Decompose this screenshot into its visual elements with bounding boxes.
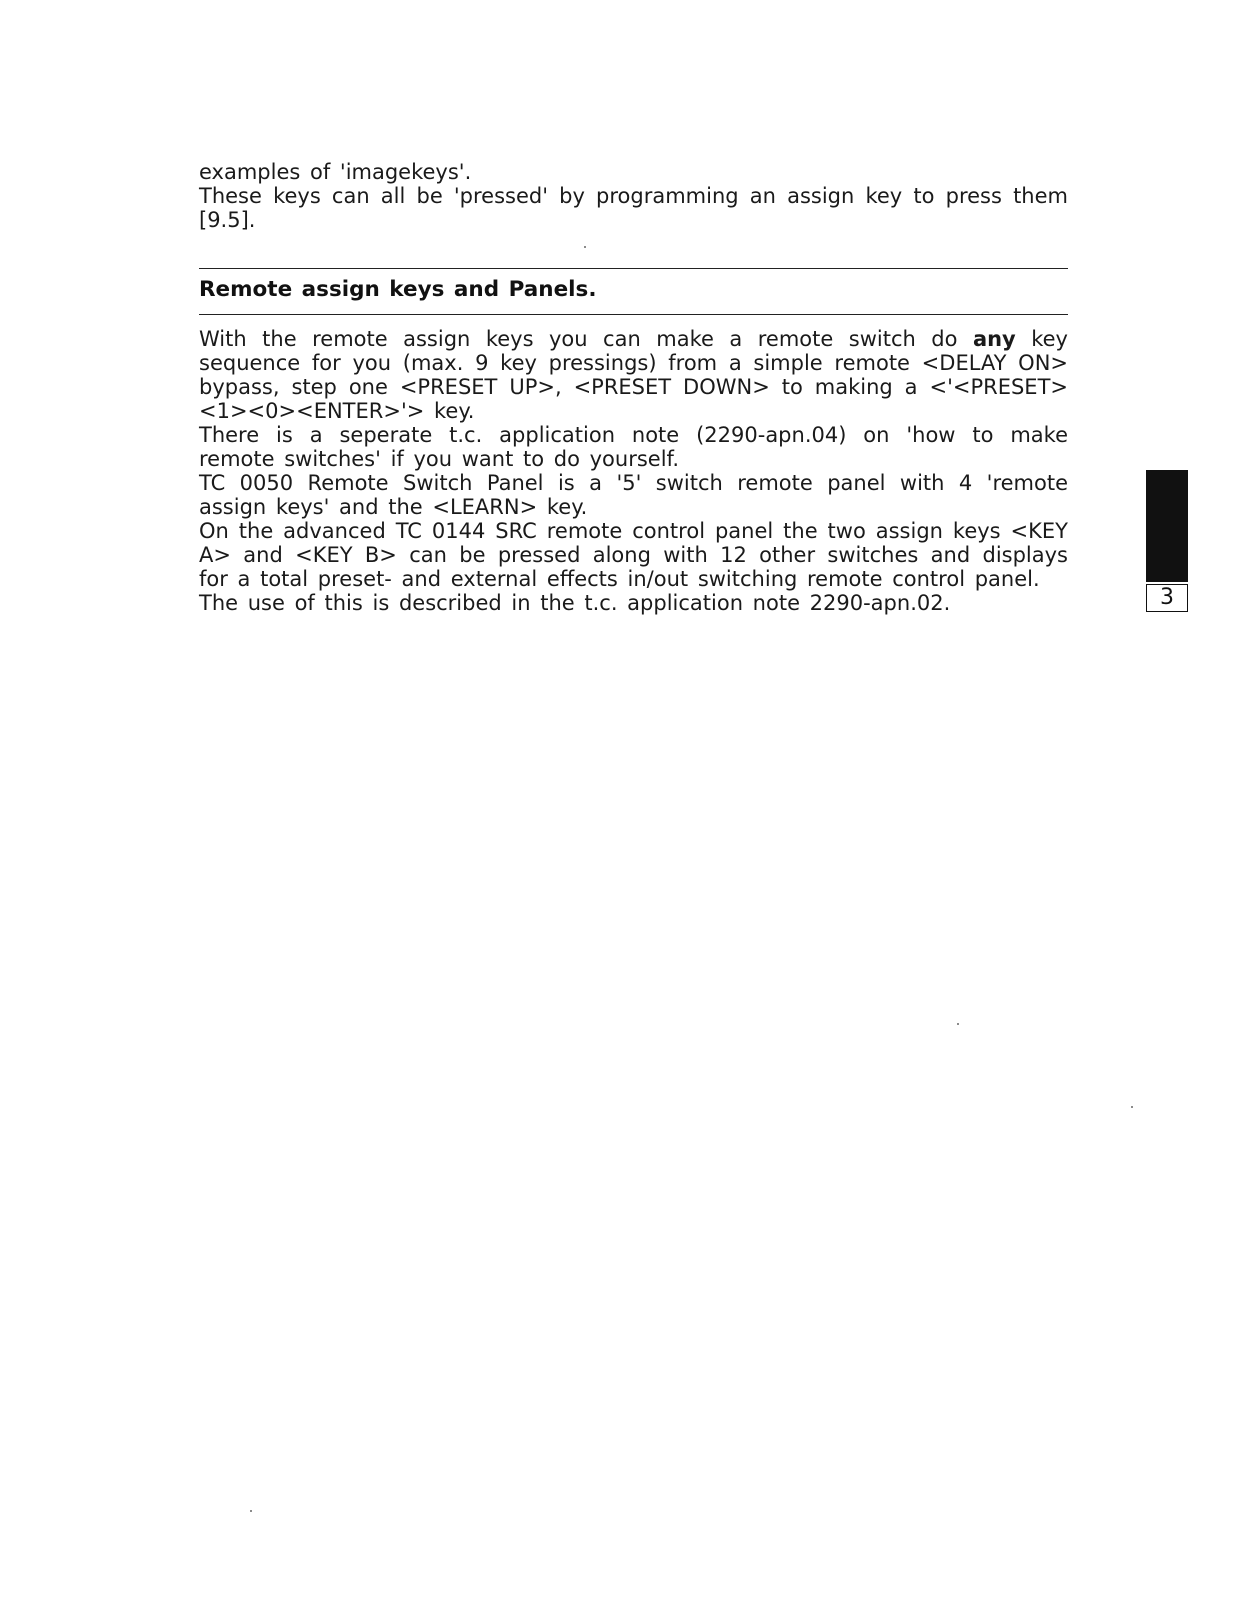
intro-line: examples of 'imagekeys'. [199, 160, 472, 184]
chapter-tab [1146, 470, 1188, 610]
section-heading: Remote assign keys and Panels. [199, 277, 597, 302]
paragraph-text: key sequence for you (max. 9 key pressings) from a simple remote <DELAY ON> bypass, step one <PRESET UP>, <PRESET DOWN> to making a <'<PRESET><1><0><ENTER>'> key. [199, 327, 1068, 423]
emphasis-text: any [972, 327, 1016, 351]
body-paragraph: On the advanced TC 0144 SRC remote control panel the two assign keys <KEY A> and <KEY B> can be pressed along with 12 other switches and displays for a total preset- and external effects in/out switching remote control panel. [199, 519, 1068, 591]
scan-speck [957, 1023, 959, 1025]
body-paragraph: There is a seperate t.c. application note (2290-apn.04) on 'how to make remote switches' if you want to do yourself. [199, 423, 1068, 471]
body-paragraph: TC 0050 Remote Switch Panel is a '5' switch remote panel with 4 'remote assign keys' and the <LEARN> key. [199, 471, 1068, 519]
section-body [199, 327, 1068, 615]
scan-speck [584, 246, 586, 248]
body-paragraph: The use of this is described in the t.c. application note 2290-apn.02. [199, 591, 951, 615]
intro-line: These keys can all be 'pressed' by programming an assign key to press them [9.5]. [199, 184, 1068, 232]
heading-rule-top [199, 268, 1068, 269]
body-paragraph [199, 327, 1068, 423]
chapter-tab-bar [1146, 470, 1188, 582]
scan-speck [1131, 1106, 1133, 1108]
paragraph-text: With the remote assign keys you can make a remote switch do [199, 327, 973, 351]
scan-speck [250, 1510, 252, 1512]
heading-rule-bottom [199, 314, 1068, 315]
chapter-number: 3 [1146, 584, 1188, 612]
intro-text [199, 160, 1068, 232]
